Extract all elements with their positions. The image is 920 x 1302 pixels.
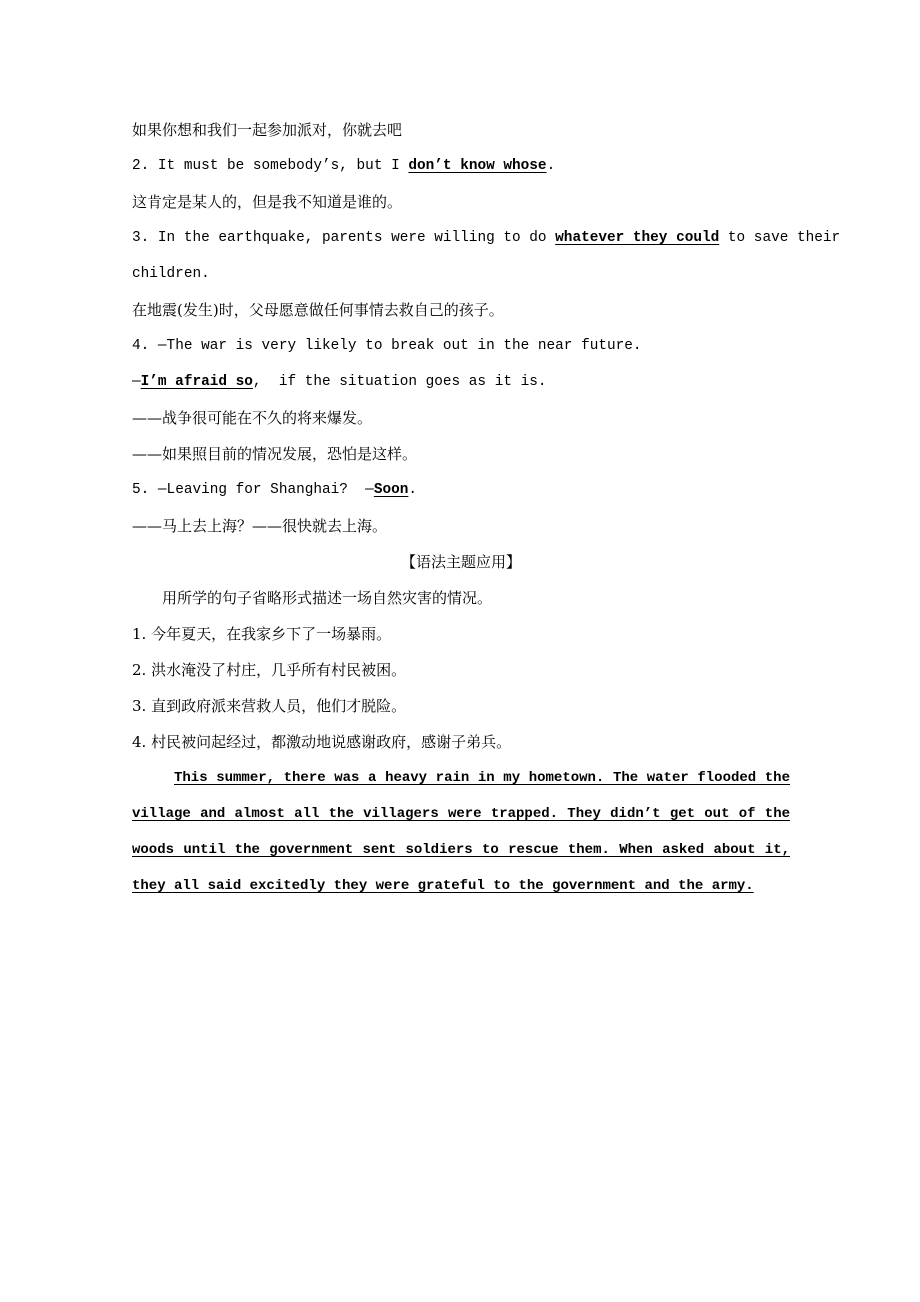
example-1-translation: 如果你想和我们一起参加派对，你就去吧: [132, 121, 403, 139]
example-4-line1: [132, 328, 790, 364]
sentence-text: —The war is very likely to break out in the near future.: [157, 338, 642, 354]
section-instruction: 用所学的句子省略形式描述一场自然灾害的情况。: [162, 589, 493, 607]
example-number: 3.: [132, 230, 150, 246]
sentence-text: to save their: [719, 230, 841, 246]
task-item-3: 3. 直到政府派来营救人员，他们才脱险。: [132, 697, 407, 715]
example-5-sentence: [132, 472, 790, 508]
answer-text: I’m afraid so: [140, 374, 253, 390]
answer-text: Soon: [373, 482, 409, 498]
example-4-translation-1: ——战争很可能在不久的将来爆发。: [132, 409, 373, 427]
example-number: 2.: [132, 158, 150, 174]
sentence-text: .: [408, 482, 418, 498]
example-3-sentence: [132, 220, 841, 256]
task-item-4: 4. 村民被问起经过，都激动地说感谢政府，感谢子弟兵。: [132, 733, 512, 751]
section-title: 【语法主题应用】: [400, 553, 521, 571]
example-4-line2: [132, 364, 790, 400]
task-item-1: 1. 今年夏天，在我家乡下了一场暴雨。: [132, 625, 392, 643]
essay-answer: This summer, there was a heavy rain in my hometown. The water flooded the village and almost all the villagers were trapped. They didn’t get out of the woods until the government sent soldiers to rescue them. When asked about it, they all said excitedly they were grateful to the government and the army.: [132, 770, 790, 894]
answer-text: whatever they could: [555, 230, 720, 246]
sentence-text: In the earthquake, parents were willing to do: [157, 230, 556, 246]
sentence-text: , if the situation goes as it is.: [252, 374, 547, 390]
document-page: [132, 112, 841, 904]
example-3-sentence-wrap: children.: [132, 266, 210, 282]
sentence-text: It must be somebody’s, but I: [157, 158, 409, 174]
sentence-text: —Leaving for Shanghai? —: [157, 482, 374, 498]
example-number: 4.: [132, 338, 150, 354]
example-5-translation: ——马上去上海？——很快就去上海。: [132, 517, 388, 535]
sentence-text: .: [546, 158, 556, 174]
example-number: 5.: [132, 482, 150, 498]
example-3-translation: 在地震(发生)时，父母愿意做任何事情去救自己的孩子。: [132, 301, 504, 319]
task-item-2: 2. 洪水淹没了村庄，几乎所有村民被困。: [132, 661, 407, 679]
example-4-translation-2: ——如果照目前的情况发展，恐怕是这样。: [132, 445, 418, 463]
answer-text: don’t know whose: [408, 158, 547, 174]
dash-text: —: [132, 374, 141, 390]
example-2-translation: 这肯定是某人的，但是我不知道是谁的。: [132, 193, 403, 211]
example-2-sentence: [132, 148, 790, 184]
